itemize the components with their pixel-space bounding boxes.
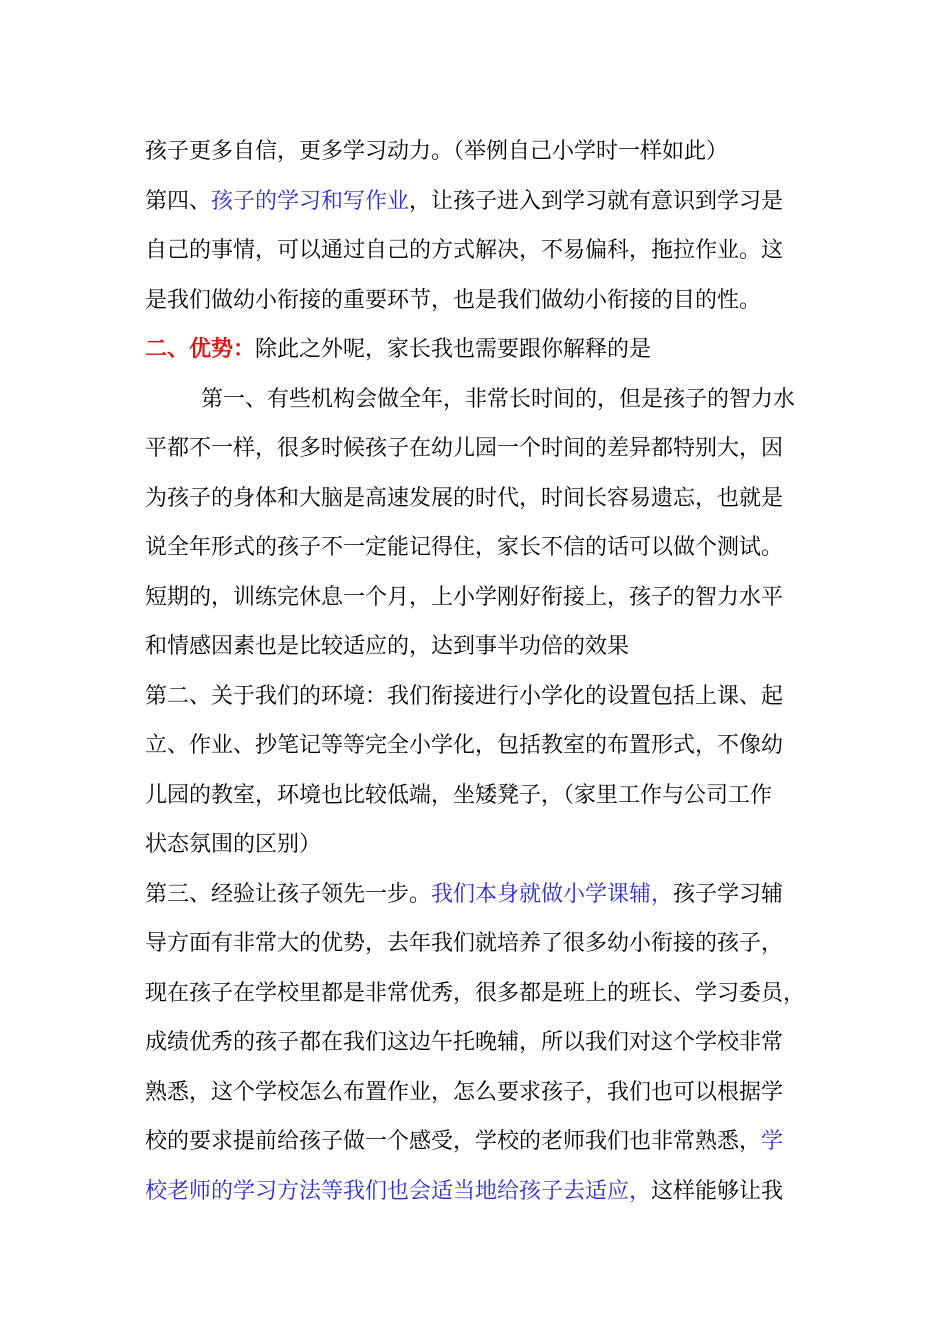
text-line-20 [145,1068,815,1118]
text-line-2 [145,177,815,227]
text-span: 熟悉，这个学校怎么布置作业，怎么要求孩子，我们也可以根据学 [145,1079,784,1105]
text-span: 为孩子的身体和大脑是高速发展的时代，时间长容易遗忘，也就是 [145,485,784,511]
text-span: 第一、有些机构会做全年，非常长时间的，但是孩子的智力水 [201,386,796,412]
section-heading-line [145,325,815,375]
text-span: 孩子更多自信，更多学习动力。（举例自己小学时一样如此） [145,139,729,164]
text-line-18 [145,969,815,1019]
text-line-14 [145,771,815,821]
text-line-8 [145,474,815,524]
text-span: 是我们做幼小衔接的重要环节，也是我们做幼小衔接的目的性。 [145,287,762,313]
text-line-1 [145,127,815,177]
highlighted-phrase: 校老师的学习方法等我们也会适当地给孩子去适应， [145,1178,652,1204]
highlighted-phrase: 学 [761,1129,784,1154]
text-span: 状态氛围的区别） [145,832,322,857]
text-span: 平都不一样，很多时候孩子在幼儿园一个时间的差异都特别大，因 [145,436,784,461]
text-line-6 [145,375,815,425]
text-line-9 [145,523,815,573]
text-line-4 [145,276,815,326]
text-line-22 [145,1167,815,1217]
text-line-17 [145,919,815,969]
text-span: 第二、关于我们的环境：我们衔接进行小学化的设置包括上课、起 [145,683,784,709]
text-span: 校的要求提前给孩子做一个感受，学校的老师我们也非常熟悉， [145,1129,762,1154]
text-line-7 [145,424,815,474]
text-span: 儿园的教室，环境也比较低端，坐矮凳子，（家里工作与公司工作 [145,782,773,808]
text-line-15 [145,820,815,870]
text-span: 导方面有非常大的优势，去年我们就培养了很多幼小衔接的孩子， [145,931,784,956]
text-span: 孩子学习辅 [673,881,784,907]
highlighted-phrase: 我们本身就做小学课辅， [431,881,674,907]
text-span: 第三、经验让孩子领先一步。 [145,881,432,907]
text-line-11 [145,622,815,672]
text-line-16 [145,870,815,920]
text-span: 这样能够让我 [651,1178,784,1204]
highlighted-phrase: 孩子的学习和写作业 [211,188,410,214]
text-line-12 [145,672,815,722]
text-span: 和情感因素也是比较适应的，达到事半功倍的效果 [145,634,630,659]
text-span: 短期的，训练完休息一个月，上小学刚好衔接上，孩子的智力水平 [145,584,784,610]
text-span: ，让孩子进入到学习就有意识到学习是 [409,188,784,214]
text-span: 自己的事情，可以通过自己的方式解决，不易偏科，拖拉作业。这 [145,238,784,263]
text-span: 第四、 [145,188,212,214]
section-heading: 二、优势： [145,336,256,362]
text-span: 说全年形式的孩子不一定能记得住，家长不信的话可以做个测试。 [145,535,784,560]
text-line-21 [145,1117,815,1167]
text-span: 立、作业、抄笔记等等完全小学化，包括教室的布置形式，不像幼 [145,733,784,758]
document-body [145,127,815,1216]
text-line-10 [145,573,815,623]
text-line-19 [145,1018,815,1068]
text-line-13 [145,721,815,771]
text-line-3 [145,226,815,276]
text-span: 除此之外呢，家长我也需要跟你解释的是 [255,337,652,362]
text-span: 现在孩子在学校里都是非常优秀，很多都是班上的班长、学习委员， [145,980,806,1006]
text-span: 成绩优秀的孩子都在我们这边午托晚辅，所以我们对这个学校非常 [145,1030,784,1055]
